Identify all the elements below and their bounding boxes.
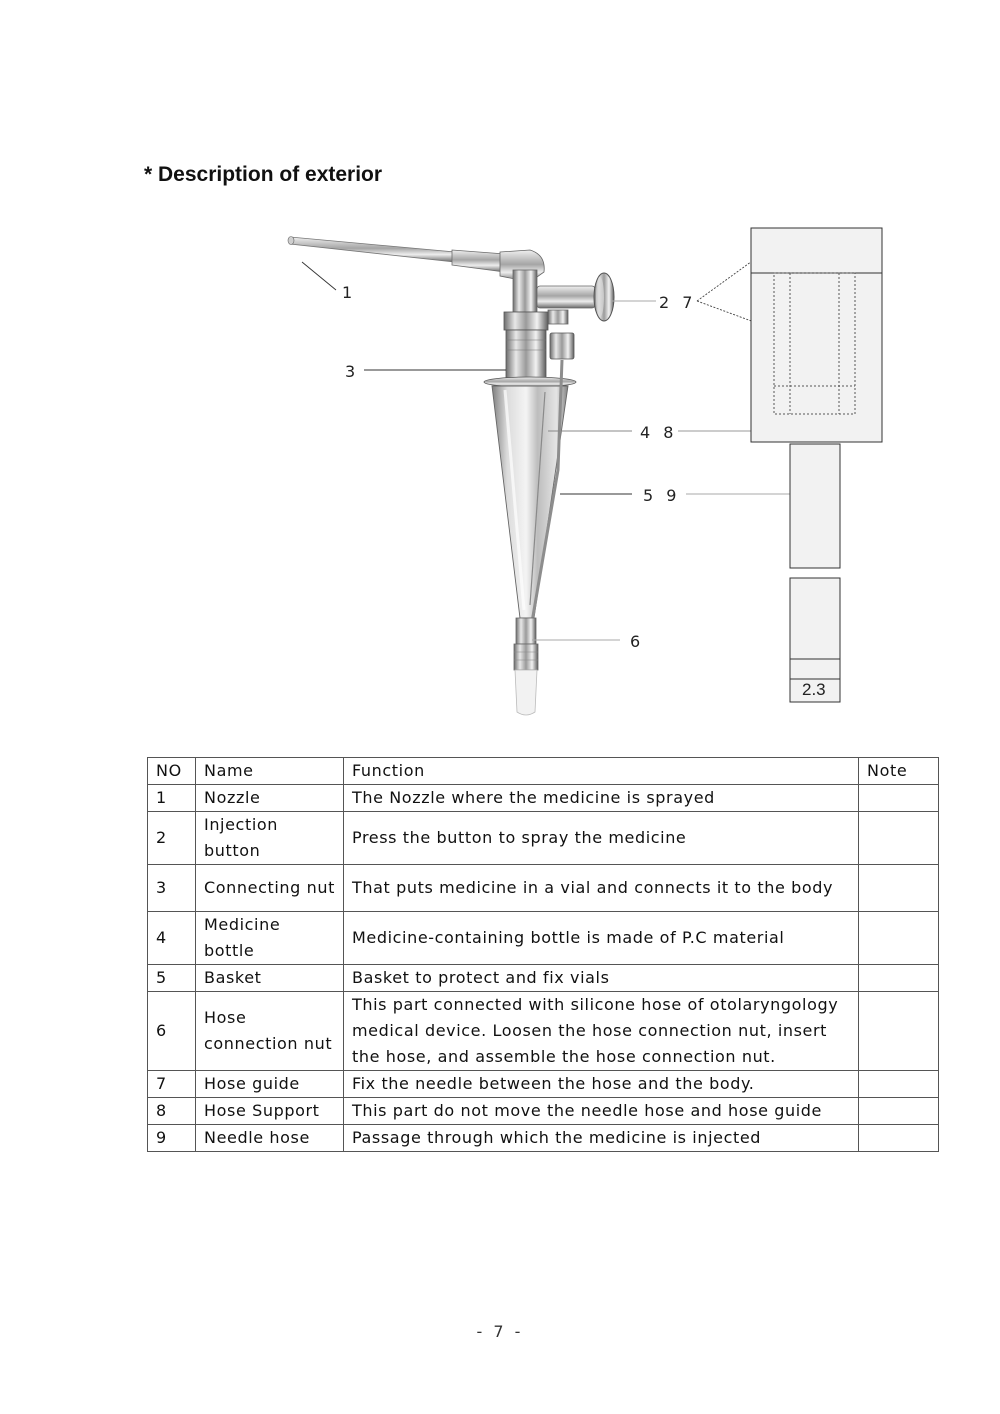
cell-function: Fix the needle between the hose and the body. bbox=[344, 1071, 859, 1098]
cell-function: Basket to protect and fix vials bbox=[344, 965, 859, 992]
cell-name: Connecting nut bbox=[196, 865, 344, 912]
nozzle-part bbox=[288, 237, 544, 283]
table-row bbox=[148, 1098, 939, 1125]
cell-function: Passage through which the medicine is injected bbox=[344, 1125, 859, 1152]
cell-no: 1 bbox=[148, 785, 196, 812]
header-name: Name bbox=[196, 758, 344, 785]
cell-note bbox=[859, 785, 939, 812]
hose-support-part bbox=[548, 310, 568, 324]
schematic-diagram bbox=[751, 228, 882, 702]
cell-function: That puts medicine in a vial and connects it to the body bbox=[344, 865, 859, 912]
cell-function: Medicine-containing bottle is made of P.C material bbox=[344, 912, 859, 965]
callout-5-9: 5 9 bbox=[643, 486, 681, 505]
parts-table bbox=[147, 757, 939, 1152]
table-row bbox=[148, 1071, 939, 1098]
table-row bbox=[148, 912, 939, 965]
cell-note bbox=[859, 912, 939, 965]
cell-name: Medicine bottle bbox=[196, 912, 344, 965]
neck-part bbox=[513, 270, 537, 312]
hose-connection-nut-part bbox=[514, 618, 538, 715]
cell-no: 2 bbox=[148, 812, 196, 865]
table-header-row bbox=[148, 758, 939, 785]
table-row bbox=[148, 785, 939, 812]
cell-note bbox=[859, 965, 939, 992]
section-heading: * Description of exterior bbox=[144, 163, 383, 186]
callout-2-7: 2 7 bbox=[659, 293, 697, 312]
cell-note bbox=[859, 865, 939, 912]
cell-name: Nozzle bbox=[196, 785, 344, 812]
cell-no: 9 bbox=[148, 1125, 196, 1152]
medicine-bottle-part bbox=[492, 386, 568, 618]
cell-no: 8 bbox=[148, 1098, 196, 1125]
table-row bbox=[148, 965, 939, 992]
cell-note bbox=[859, 812, 939, 865]
cell-name: Hose connection nut bbox=[196, 992, 344, 1071]
cell-note bbox=[859, 992, 939, 1071]
callout-1: 1 bbox=[342, 283, 357, 302]
cell-note bbox=[859, 1125, 939, 1152]
cell-note bbox=[859, 1071, 939, 1098]
cell-no: 7 bbox=[148, 1071, 196, 1098]
callout-6: 6 bbox=[630, 632, 645, 651]
cell-no: 6 bbox=[148, 992, 196, 1071]
table-row bbox=[148, 865, 939, 912]
cell-no: 5 bbox=[148, 965, 196, 992]
header-no: NO bbox=[148, 758, 196, 785]
hose-guide-part bbox=[550, 333, 574, 359]
table-row bbox=[148, 812, 939, 865]
callout-3: 3 bbox=[345, 362, 360, 381]
cell-name: Hose Support bbox=[196, 1098, 344, 1125]
cell-function: The Nozzle where the medicine is sprayed bbox=[344, 785, 859, 812]
header-note: Note bbox=[859, 758, 939, 785]
table-row bbox=[148, 992, 939, 1071]
cell-function: This part connected with silicone hose of otolaryngology medical device. Loosen the hose connection nut, insert the hose, and assemble the hose connection nut. bbox=[344, 992, 859, 1071]
cell-name: Basket bbox=[196, 965, 344, 992]
page-number: - 7 - bbox=[476, 1322, 524, 1341]
cell-no: 3 bbox=[148, 865, 196, 912]
cell-name: Hose guide bbox=[196, 1071, 344, 1098]
schematic-label: 2.3 bbox=[802, 680, 826, 699]
cell-name: Needle hose bbox=[196, 1125, 344, 1152]
cell-no: 4 bbox=[148, 912, 196, 965]
cell-note bbox=[859, 1098, 939, 1125]
header-function: Function bbox=[344, 758, 859, 785]
cell-function: This part do not move the needle hose and hose guide bbox=[344, 1098, 859, 1125]
callout-4-8: 4 8 bbox=[640, 423, 678, 442]
cell-name: Injection button bbox=[196, 812, 344, 865]
table-row bbox=[148, 1125, 939, 1152]
cell-function: Press the button to spray the medicine bbox=[344, 812, 859, 865]
